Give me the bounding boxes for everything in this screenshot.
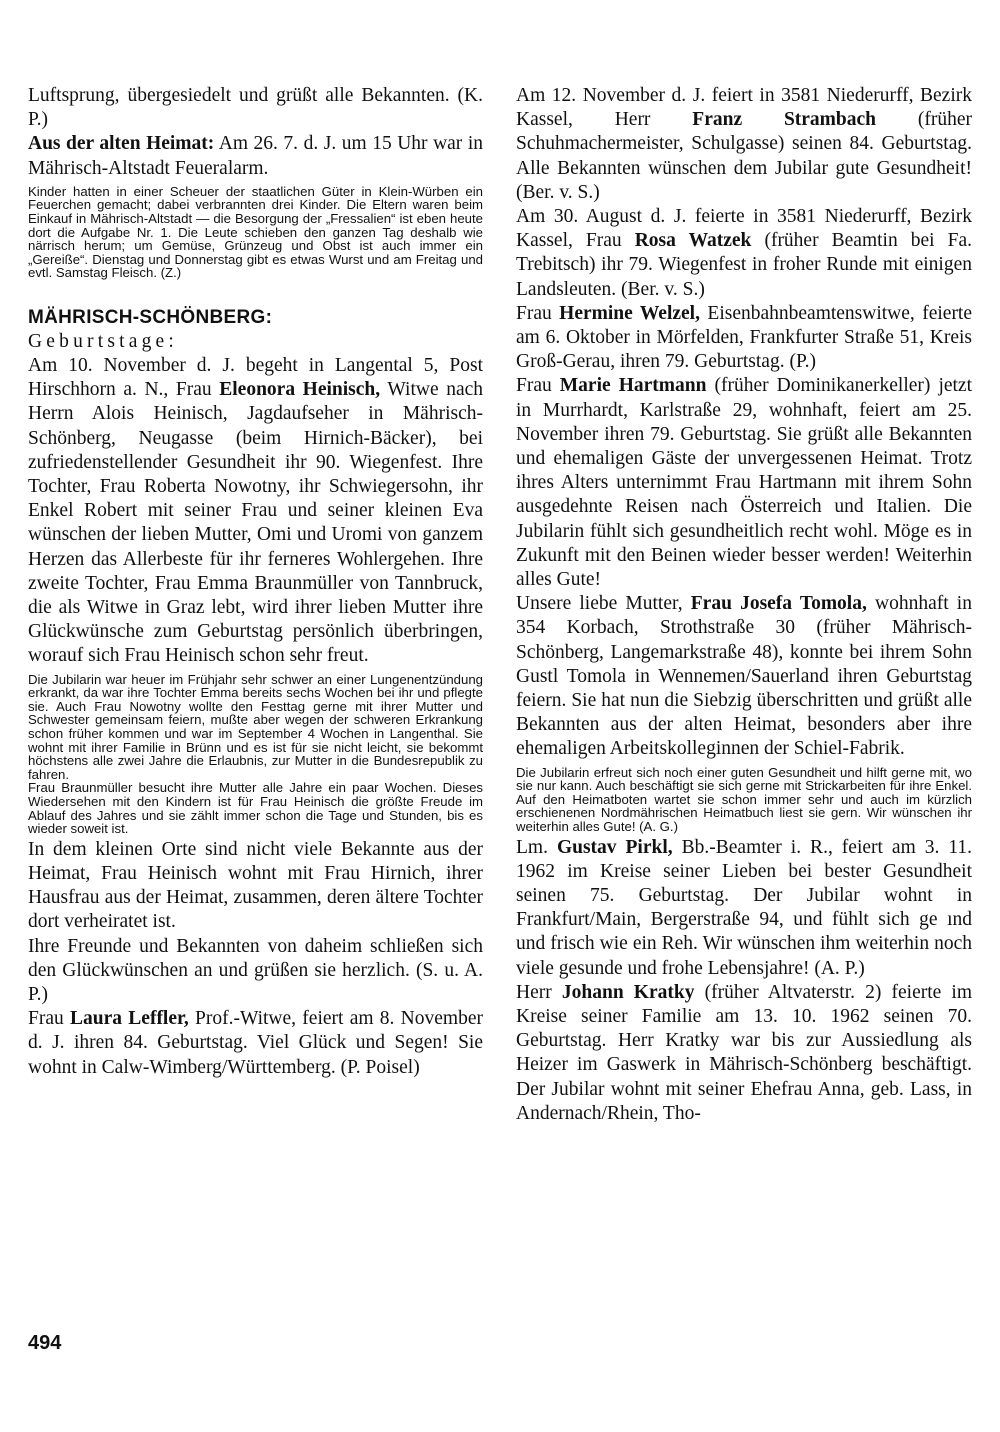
page-number: 494 xyxy=(28,1332,62,1354)
paragraph-luftsprung: Luftsprung, übergesiedelt und grüßt alle Bekannten. (K. P.) xyxy=(28,85,483,131)
name-watzek: Rosa Watzek xyxy=(634,230,752,252)
name-hartmann: Marie Hartmann xyxy=(559,375,707,397)
section-label-alte-heimat: Aus der alten Heimat: xyxy=(28,133,215,155)
right-column xyxy=(516,84,972,1126)
paragraph-strambach: Am 12. November d. J. feiert in 3581 Niederurff, Bezirk Kassel, Herr Franz Strambach (früher Schuhmachermeister, Schulgasse) seinen 84. Geburtstag. Alle Bekannten wünschen dem Jubilar gute Gesundheit! (Ber. v. S.) xyxy=(516,85,973,203)
name-strambach: Franz Strambach xyxy=(692,109,877,131)
paragraph-tomola: Unsere liebe Mutter, Frau Josefa Tomola, wohnhaft in 354 Korbach, Strothstraße 30 (früher Mährisch-Schönberg, Langemarkstraße 48), konnte bei ihrem Sohn Gustl Tomola in Wennemen/Sauerland ihren Geburtstag feiern. Sie hat nun die Siebzig überschritten und grüßt alle Bekannten aus der alten Heimat, besonders aber ihre ehemaligen Arbeitskolleginnen der Schiel-Fabrik. xyxy=(516,593,972,760)
paragraph-kratky: Herr Johann Kratky (früher Altvaterstr. 2) feierte im Kreise seiner Familie am 13. 10. 1962 seinen 70. Geburtstag. Herr Kratky war bis zur Aussiedlung als Heizer im Gaswerk in Mährisch-Schönberg beschäftigt. Der Jubilar wohnt mit seiner Ehefrau Anna, geb. Lass, in Andernach/Rhein, Tho- xyxy=(516,981,973,1124)
name-heinisch: Eleonora Heinisch, xyxy=(219,379,381,401)
paragraph-kleinen-orte: In dem kleinen Orte sind nicht viele Bekannte aus der Heimat, Frau Heinisch wohnt mit Frau Hirnich, ihrer Hausfrau aus der Heimat, zusammen, deren ältere Tochter dort verheiratet ist. xyxy=(28,838,483,933)
paragraph-hartmann: Frau Marie Hartmann (früher Dominikanerkeller) jetzt in Murrhardt, Karlstraße 29, wohnhaft, feiert am 25. November ihren 79. Geburtstag. Sie grüßt alle Bekannten und ehemaligen Gäste der unvergessenen Heimat. Trotz ihres Alters unternimmt Frau Hartmann mit ihrem Sohn ausgedehnte Reisen nach Österreich und Italien. Die Jubilarin fühlt sich gesundheitlich recht wohl. Möge es in Zukunft mit den Beinen wieder besser werden! Weiterhin alles Gute! xyxy=(516,375,973,591)
small-paragraph-braunmueller: Frau Braunmüller besucht ihre Mutter alle Jahre ein paar Wochen. Dieses Wiedersehen mit den Kindern ist für Frau Heinisch die größte Freude im Ablauf des Jahres und sie zählt immer schon die Tage und Stunden, bis es wieder soweit ist. xyxy=(28,780,483,837)
small-paragraph-jubilarin: Die Jubilarin war heuer im Frühjahr sehr schwer an einer Lungenentzündung erkrankt, da war ihre Tochter Emma bereits sechs Wochen bei ihr und pflegte sie. Auch Frau Nowotny wollte den Festtag gerne mit ihrer Mutter und Schwester gemeinsam feiern, mußte aber wegen der schweren Erkrankung schon früher kommen und war im September 4 Wochen in Langenthal. Sie wohnt mit ihrer Familie in Brünn und es ist für sie nicht leicht, sie bekommt höchstens alle zwei Jahre die Erlaubnis, zur Mutter in die Bundesrepublik zu fahren. xyxy=(28,671,483,782)
paragraph-pirkl: Lm. Gustav Pirkl, Bb.-Beamter i. R., feiert am 3. 11. 1962 im Kreise seiner Lieben bei bester Gesundheit seinen 75. Geburtstag. Der Jubilar wohnt in Frankfurt/Main, Bergerstraße 94, und fühlt sich ge ınd und frisch wie ein Reh. Wir wünschen ihm weiterhin noch viele gesunde und frohe Lebensjahre! (A. P.) xyxy=(516,836,972,979)
name-welzel: Hermine Welzel, xyxy=(559,302,700,324)
paragraph-watzek: Am 30. August d. J. feierte in 3581 Niederurff, Bezirk Kassel, Frau Rosa Watzek (früher Beamtin bei Fa. Trebitsch) ihr 79. Wiegenfest in froher Runde mit einigen Landsleuten. (Ber. v. S.) xyxy=(516,206,972,300)
name-tomola: Frau Josefa Tomola, xyxy=(690,593,867,615)
paragraph-freunde: Ihre Freunde und Bekannten von daheim schließen sich den Glückwünschen an und grüßen sie herzlich. (S. u. A. P.) xyxy=(28,935,483,1005)
small-paragraph-feuer: Kinder hatten in einer Scheuer der staatlichen Güter in Klein-Würben ein Feuerchen gemacht; dabei verbrannten drei Kinder. Die Eltern waren beim Einkauf in Mährisch-Altstadt — die Besorgung der „Fressalien“ ist eben heute dort die Aufgabe Nr. 1. Die Leute schieben den ganzen Tag deshalb wie närrisch herum; um Gemüse, Grünzeug und Obst ist auch immer ein „Gereiße“. Dienstag und Donnerstag gibt es etwas Wurst und am Freitag und evtl. Samstag Fleisch. (Z.) xyxy=(28,183,483,281)
paragraph-leffler: Frau Laura Leffler, Prof.-Witwe, feiert am 8. November d. J. ihren 84. Geburtstag. Viel Glück und Segen! Sie wohnt in Calw-Wimberg/Württemberg. (P. Poisel) xyxy=(28,1008,483,1078)
paragraph-welzel: Frau Hermine Welzel, Eisenbahnbeamtenswitwe, feierte am 6. Oktober in Mörfelden, Frankfurter Straße 51, Kreis Groß-Gerau, ihren 79. Geburtstag. (P.) xyxy=(516,302,973,373)
paragraph-heinisch: Am 10. November d. J. begeht in Langental 5, Post Hirschhorn a. N., Frau Eleonora Heinisch, Witwe nach Herrn Alois Heinisch, Jagdaufseher in Mährisch-Schönberg, Neugasse (beim Hirnich-Bäcker), bei zufriedenstellender Gesundheit ihr 90. Wiegenfest. Ihre Tochter, Frau Roberta Nowotny, ihr Schwiegersohn, ihr Enkel Robert mit seiner Frau und seiner kleinen Eva wünschen der lieben Mutter, Omi und Uromi von ganzem Herzen das Allerbeste für ihr ferneres Wohlergehen. Ihre zweite Tochter, Frau Emma Braunmüller von Tannbruck, die als Witwe in Graz lebt, wird ihrer lieben Mutter ihre Glückwünsche zum Geburtstag persönlich überbringen, worauf sich Frau Heinisch schon sehr freut. xyxy=(28,354,484,667)
small-paragraph-tomola: Die Jubilarin erfreut sich noch einer guten Gesundheit und hilft gerne mit, wo sie nur kann. Auch beschäftigt sie sich gerne mit Strickarbeiten für ihre Enkel. Auf den Heimatboten wartet sie schon immer sehr und auch im kürzlich erschienenen Nordmährischen Heimatbuch liest sie gern. Wir wünschen ihr weiterhin alles Gute! (A. G.) xyxy=(516,764,972,835)
name-pirkl: Gustav Pirkl, xyxy=(556,836,673,858)
section-heading: MÄHRISCH-SCHÖNBERG: xyxy=(28,306,273,328)
left-column xyxy=(28,84,483,1080)
paragraph-alte-heimat: Aus der alten Heimat: Am 26. 7. d. J. um 15 Uhr war in Mährisch-Altstadt Feueralarm. xyxy=(28,133,484,179)
name-kratky: Johann Kratky xyxy=(561,981,695,1003)
name-leffler: Laura Leffler, xyxy=(70,1008,189,1030)
subheading-geburtstage: Geburtstage: xyxy=(28,330,179,352)
